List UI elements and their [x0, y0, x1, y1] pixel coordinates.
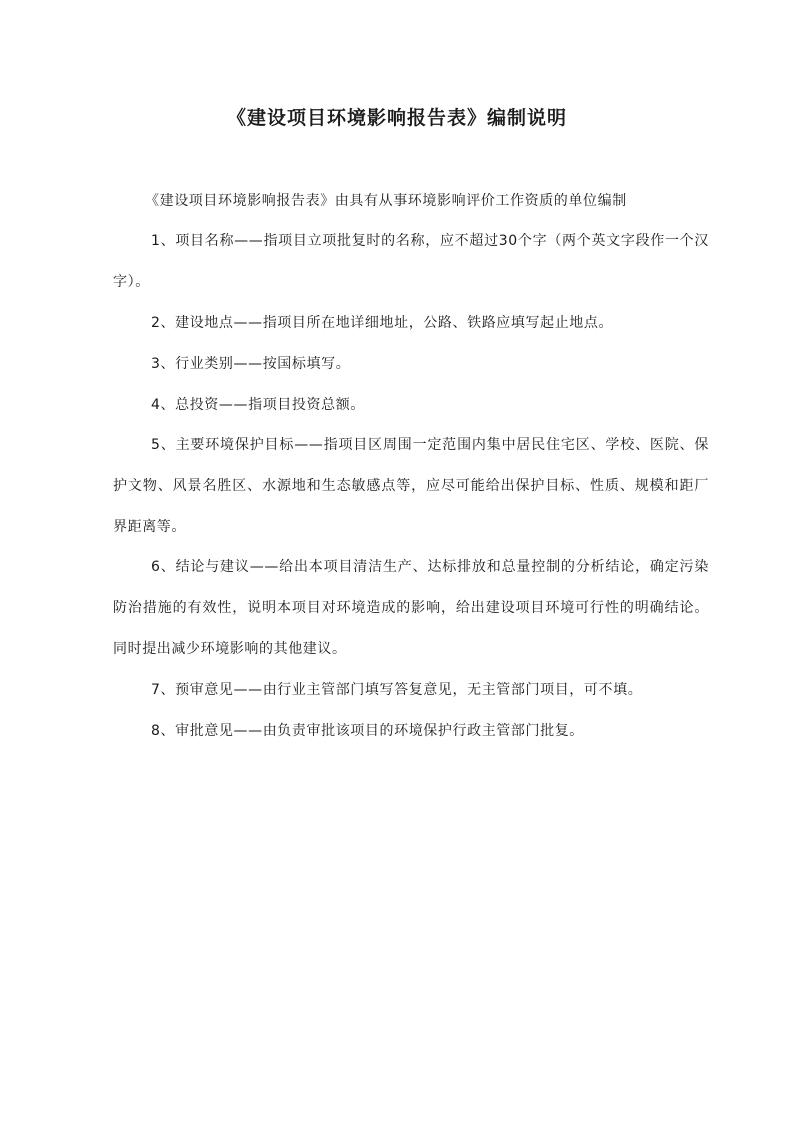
item-approval-opinion: 8、审批意见——由负责审批该项目的环境保护行政主管部门批复。 [151, 723, 584, 739]
document-body [113, 188, 709, 759]
item-protection-targets: 5、主要环境保护目标——指项目区周围一定范围内集中居民住宅区、学校、医院、保护文物、风景名胜区、水源地和生态敏感点等，应尽可能给出保护目标、性质、规模和距厂界距离等。 [113, 437, 709, 535]
item-conclusions: 6、结论与建议——给出本项目清洁生产、达标排放和总量控制的分析结论，确定污染防治措施的有效性，说明本项目对环境造成的影响，给出建设项目环境可行性的明确结论。同时提出减少环境影响的其他建议。 [113, 559, 709, 657]
item-construction-location: 2、建设地点——指项目所在地详细地址，公路、铁路应填写起止地点。 [151, 315, 614, 331]
item-industry-category: 3、行业类别——按国标填写。 [151, 356, 351, 372]
intro-paragraph: 《建设项目环境影响报告表》由具有从事环境影响评价工作资质的单位编制 [145, 193, 627, 209]
document-title: 《建设项目环境影响报告表》编制说明 [226, 107, 567, 129]
item-project-name: 1、项目名称——指项目立项批复时的名称，应不超过30个字（两个英文字段作一个汉字）。 [113, 233, 709, 290]
item-preliminary-review: 7、预审意见——由行业主管部门填写答复意见，无主管部门项目，可不填。 [151, 682, 643, 698]
item-total-investment: 4、总投资——指项目投资总额。 [151, 397, 365, 413]
